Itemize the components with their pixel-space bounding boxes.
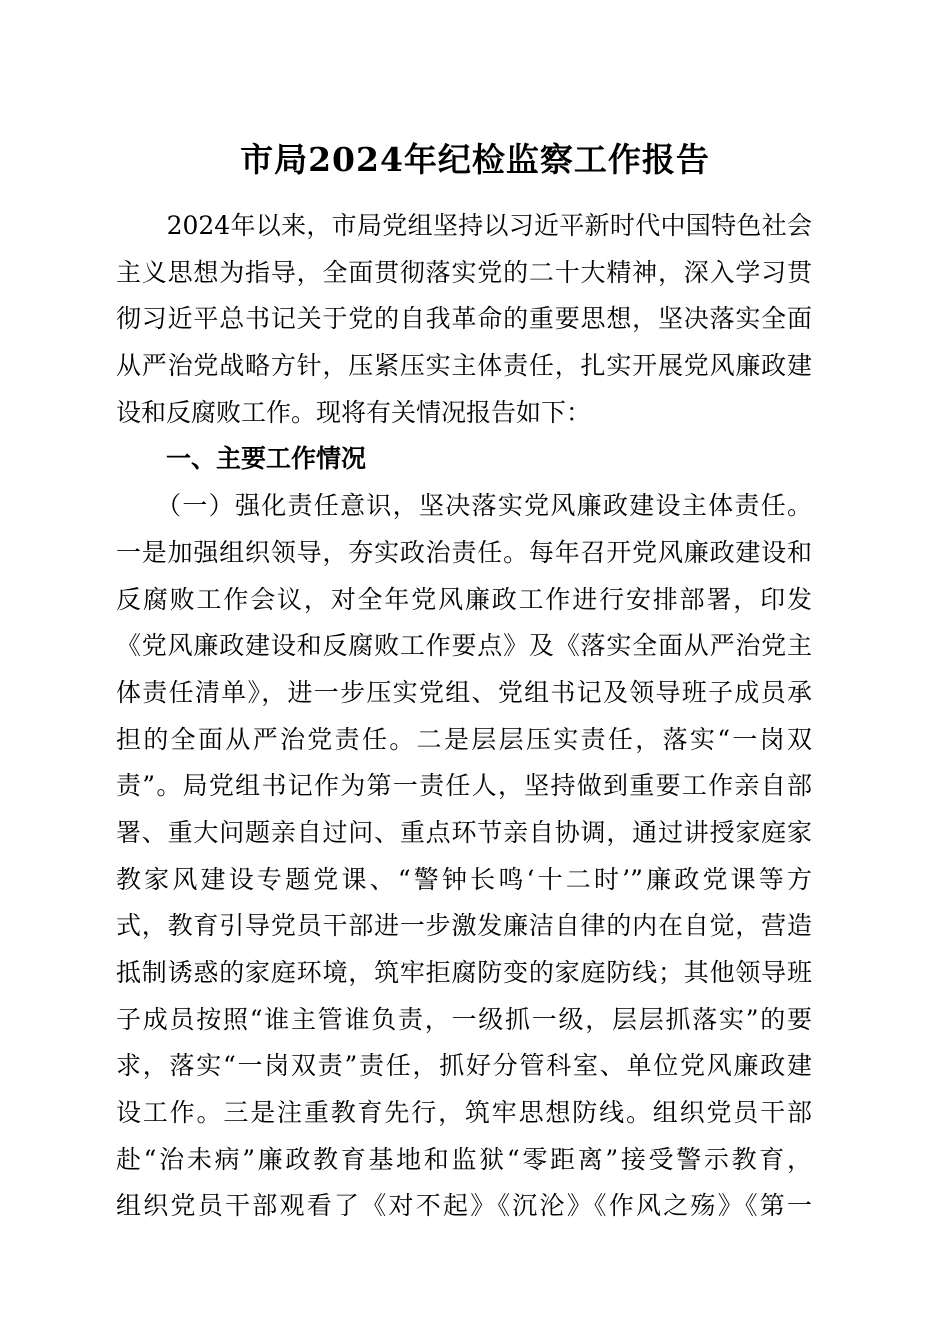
paragraph-line: 彻习近平总书记关于党的自我革命的重要思想，坚决落实全面 xyxy=(116,304,812,334)
subsection-heading: （一）强化责任意识，坚决落实党风廉政建设主体责任。 xyxy=(116,491,812,521)
document-body xyxy=(116,203,812,1230)
document-title: 市局2024年纪检监察工作报告 xyxy=(240,140,710,179)
paragraph-line: 体责任清单》，进一步压实党组、党组书记及领导班子成员承 xyxy=(116,677,812,707)
paragraph-line: 赴“治未病”廉政教育基地和监狱“零距离”接受警示教育， xyxy=(116,1144,812,1174)
section-heading: 一、主要工作情况 xyxy=(116,444,367,474)
paragraph-line: 《党风廉政建设和反腐败工作要点》及《落实全面从严治党主 xyxy=(116,631,812,661)
paragraph-line: 子成员按照“谁主管谁负责，一级抓一级，层层抓落实”的要 xyxy=(116,1004,812,1034)
paragraph-line: 式，教育引导党员干部进一步激发廉洁自律的内在自觉，营造 xyxy=(116,911,812,941)
paragraph-line: 设工作。三是注重教育先行，筑牢思想防线。组织党员干部 xyxy=(116,1098,812,1128)
paragraph-line: 组织党员干部观看了《对不起》《沉沦》《作风之殇》《第一 xyxy=(116,1191,812,1221)
paragraph-line: 抵制诱惑的家庭环境，筑牢拒腐防变的家庭防线；其他领导班 xyxy=(116,958,812,987)
paragraph-line: 2024年以来，市局党组坚持以习近平新时代中国特色社会 xyxy=(116,211,812,240)
paragraph-line: 一是加强组织领导，夯实政治责任。每年召开党风廉政建设和 xyxy=(116,537,812,567)
paragraph-line: 署、重大问题亲自过问、重点环节亲自协调，通过讲授家庭家 xyxy=(116,817,812,847)
paragraph-line: 教家风建设专题党课、“警钟长鸣‘十二时’”廉政党课等方 xyxy=(116,864,812,894)
paragraph-line: 责”。局党组书记作为第一责任人，坚持做到重要工作亲自部 xyxy=(116,771,812,801)
paragraph-line: 担的全面从严治党责任。二是层层压实责任，落实“一岗双 xyxy=(116,724,812,754)
paragraph-line: 从严治党战略方针，压紧压实主体责任，扎实开展党风廉政建 xyxy=(116,351,812,381)
paragraph-line: 主义思想为指导，全面贯彻落实党的二十大精神，深入学习贯 xyxy=(116,257,812,287)
paragraph-line: 设和反腐败工作。现将有关情况报告如下： xyxy=(116,397,592,427)
paragraph-line: 反腐败工作会议，对全年党风廉政工作进行安排部署，印发 xyxy=(116,584,812,614)
paragraph-line: 求，落实“一岗双责”责任，抓好分管科室、单位党风廉政建 xyxy=(116,1051,812,1081)
